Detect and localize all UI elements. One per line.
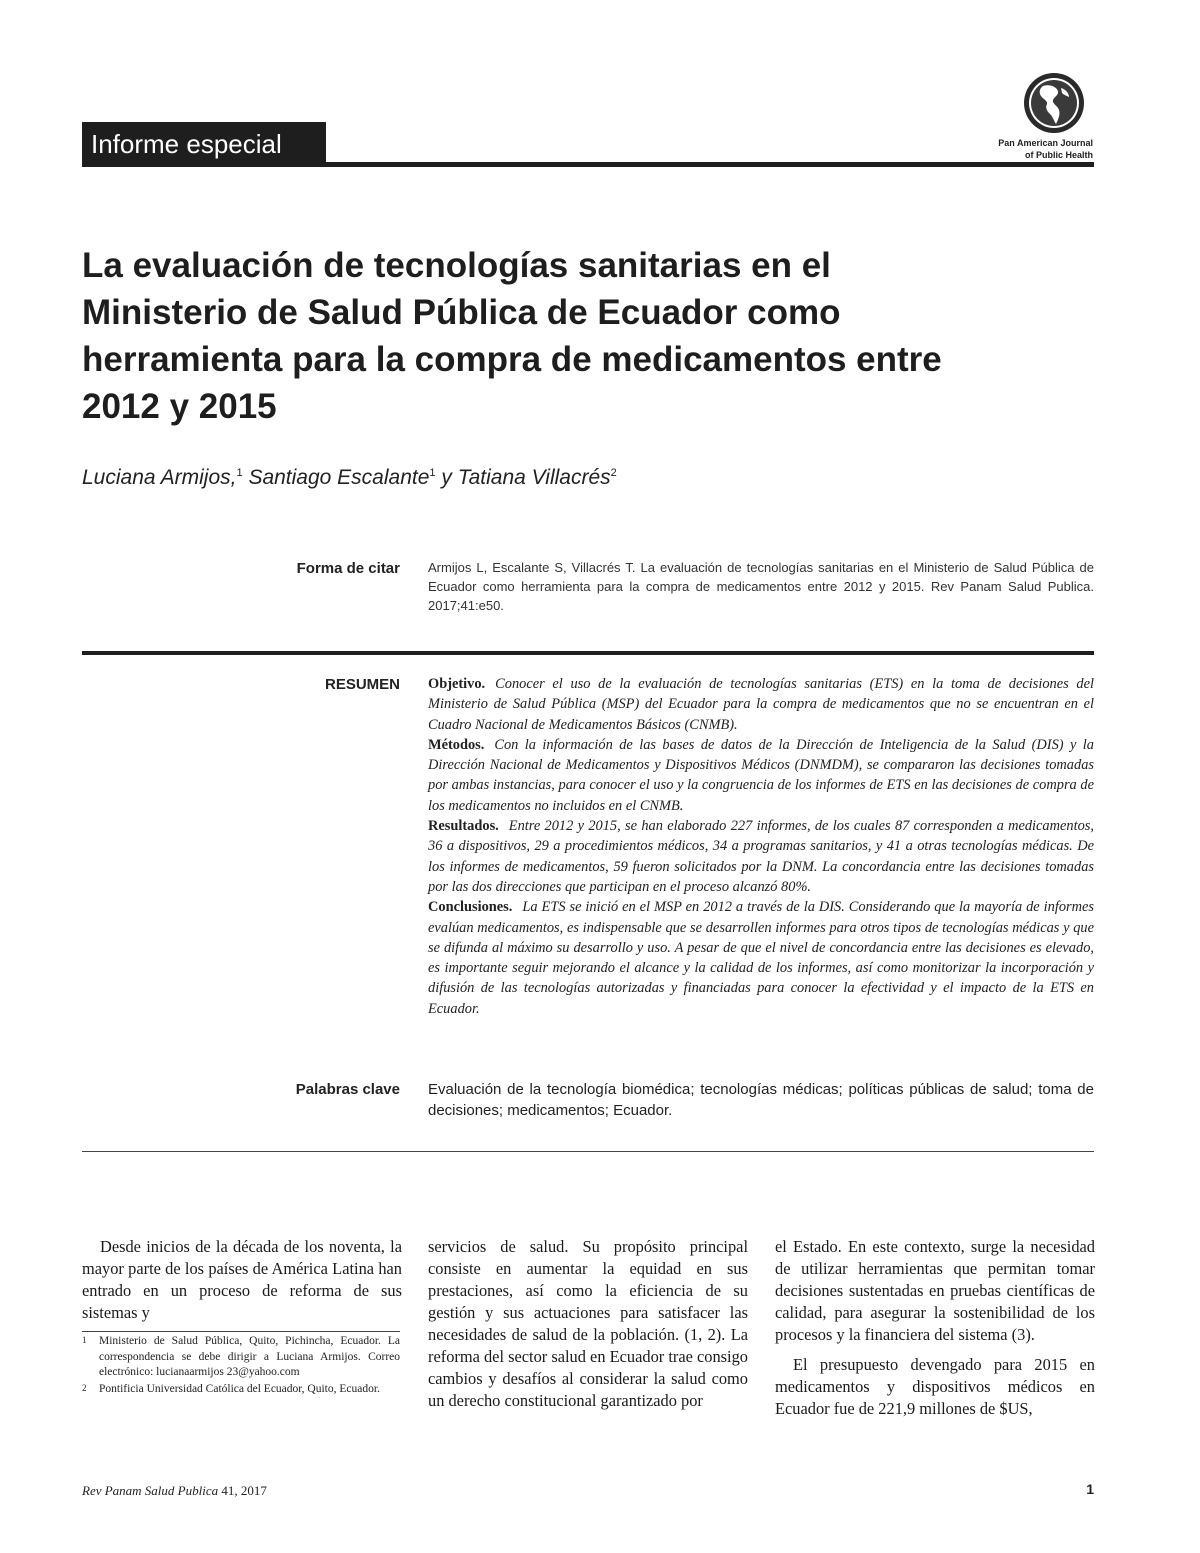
author-separator: y: [441, 466, 452, 489]
abstract-body: [428, 674, 1094, 1019]
section-tag: Informe especial: [82, 122, 326, 166]
abstract-text: Conocer el uso de la evaluación de tecnologías sanitarias (ETS) en la toma de decisiones del Ministerio de Salud Pública (MSP) del Ecuador para la compra de medicamentos que no se encuentran en el Cuadro Nacional de Medicamentos Básicos (CNMB).: [428, 676, 1094, 733]
abstract-heading: Objetivo.: [428, 676, 486, 692]
author-list: [82, 466, 982, 490]
author-name: Santiago Escalante: [248, 466, 430, 489]
citation-text: Armijos L, Escalante S, Villacrés T. La evaluación de tecnologías sanitarias en el Ministerio de Salud Pública de Ecuador como herramienta para la compra de medicamentos entre 2012 y 2015. Rev Panam Salud Publica. 2017;41:e50.: [428, 560, 1094, 613]
abstract-section: [428, 897, 1094, 1019]
footnotes: [82, 1334, 400, 1398]
keywords-label: Palabras clave: [295, 1081, 400, 1098]
abstract-heading: Resultados.: [428, 818, 499, 835]
affiliation-mark: 1: [236, 467, 243, 479]
abstract-text: Entre 2012 y 2015, se han elaborado 227 informes, de los cuales 87 corresponden a medicamentos, 36 a dispositivos, 29 a procedimientos médicos, 34 a programas sanitarios, y 41 a otras tecnologías médicas. De los informes de medicamentos, 59 fueron solicitados por la DNM. La concordancia entre las decisiones tomadas por las dos direcciones que participan en el proceso alcanzó 80%.: [428, 818, 1094, 895]
body-paragraph: El presupuesto devengado para 2015 en medicamentos y dispositivos médicos en Ecuador fue de 221,9 millones de $US,: [775, 1355, 1095, 1418]
page-number: 1: [1086, 1481, 1094, 1497]
globe-americas-icon: [1023, 72, 1085, 134]
abstract-section: [428, 674, 1094, 735]
body-paragraph: el Estado. En este contexto, surge la necesidad de utilizar herramientas que permitan tomar decisiones sustentadas en pruebas científicas de calidad, para asegurar la sostenibilidad de los procesos y la financiera del sistema (3).: [775, 1237, 1095, 1344]
article-title: La evaluación de tecnologías sanitarias en el Ministerio de Salud Pública de Ecuador como herramienta para la compra de medicamentos entre 2012 y 2015: [82, 246, 942, 426]
abstract-rule: [82, 651, 1094, 655]
logo-line-2: of Public Health: [1024, 150, 1093, 160]
body-column-1: [82, 1236, 402, 1324]
footnote-text: Pontificia Universidad Católica del Ecuador, Quito, Ecuador.: [99, 1382, 380, 1395]
abstract-label: RESUMEN: [324, 676, 400, 693]
keywords-text: Evaluación de la tecnología biomédica; tecnologías médicas; políticas públicas de salud; toma de decisiones; medicamentos; Ecuador.: [428, 1081, 1094, 1119]
affiliation-mark: 2: [610, 467, 617, 479]
body-column-3: [775, 1236, 1095, 1420]
affiliation-mark: 1: [429, 467, 436, 479]
body-column-2: [428, 1236, 748, 1412]
abstract-text: Con la información de las bases de datos de la Dirección de Inteligencia de la Salud (DIS) y la Dirección Nacional de Medicamentos y Dispositivos Médicos (DNMDM), se compararon las decisiones tomadas por ambas instancias, para conocer el uso y la congruencia de los informes de ETS en las decisiones de compra de los medicamentos no incluidos en el CNMB.: [428, 736, 1094, 814]
footer-journal-name: Rev Panam Salud Publica: [82, 1483, 219, 1498]
citation-label: Forma de citar: [296, 560, 400, 577]
header-rule: [82, 162, 1094, 167]
abstract-text: La ETS se inició en el MSP en 2012 a través de la DIS. Considerando que la mayoría de informes evalúan medicamentos, es indispensable que se desarrollen informes para otros tipos de tecnologías médicas y que se difunda al máximo su desarrollo y uso. A pesar de que el nivel de concordancia entre las decisiones es elevado, es importante seguir mejorando el alcance y la calidad de los informes, así como monitorizar la incorporación y difusión de las tecnologías autorizadas y financiadas para conocer la efectividad y el impacto de la ETS en Ecuador.: [428, 899, 1094, 1017]
footnote: [82, 1382, 400, 1398]
abstract-section: [428, 735, 1094, 816]
footnote-number: 1: [82, 1335, 87, 1345]
footnote-number: 2: [82, 1382, 87, 1393]
author-name: Tatiana Villacrés: [457, 466, 611, 489]
abstract-heading: Métodos.: [428, 736, 485, 753]
abstract-heading: Conclusiones.: [428, 899, 513, 916]
journal-logo-text: [960, 137, 1093, 161]
footnote-rule: [82, 1331, 400, 1332]
abstract-section: [428, 816, 1094, 897]
footnote: [82, 1334, 400, 1381]
footer-journal: [82, 1483, 267, 1499]
author-name: Luciana Armijos,: [82, 466, 237, 489]
footer-issue: 41, 2017: [221, 1483, 267, 1498]
body-paragraph: Desde inicios de la década de los noventa, la mayor parte de los países de América Latina han entrado en un proceso de reforma de sus sistemas y: [82, 1237, 402, 1322]
body-paragraph: servicios de salud. Su propósito principal consiste en aumentar la equidad en sus prestaciones, así como la eficiencia de su gestión y sus actuaciones para satisfacer las necesidades de salud de la población. (1, 2). La reforma del sector salud en Ecuador trae consigo cambios y desafíos al considerar la salud como un derecho constitucional garantizado por: [428, 1237, 748, 1410]
footnote-text: Ministerio de Salud Pública, Quito, Pichincha, Ecuador. La correspondencia se debe dirigir a Luciana Armijos. Correo electrónico: lucianaarmijos 23@yahoo.com: [99, 1335, 400, 1378]
keywords-rule: [82, 1151, 1094, 1152]
logo-line-1: Pan American Journal: [998, 138, 1093, 148]
